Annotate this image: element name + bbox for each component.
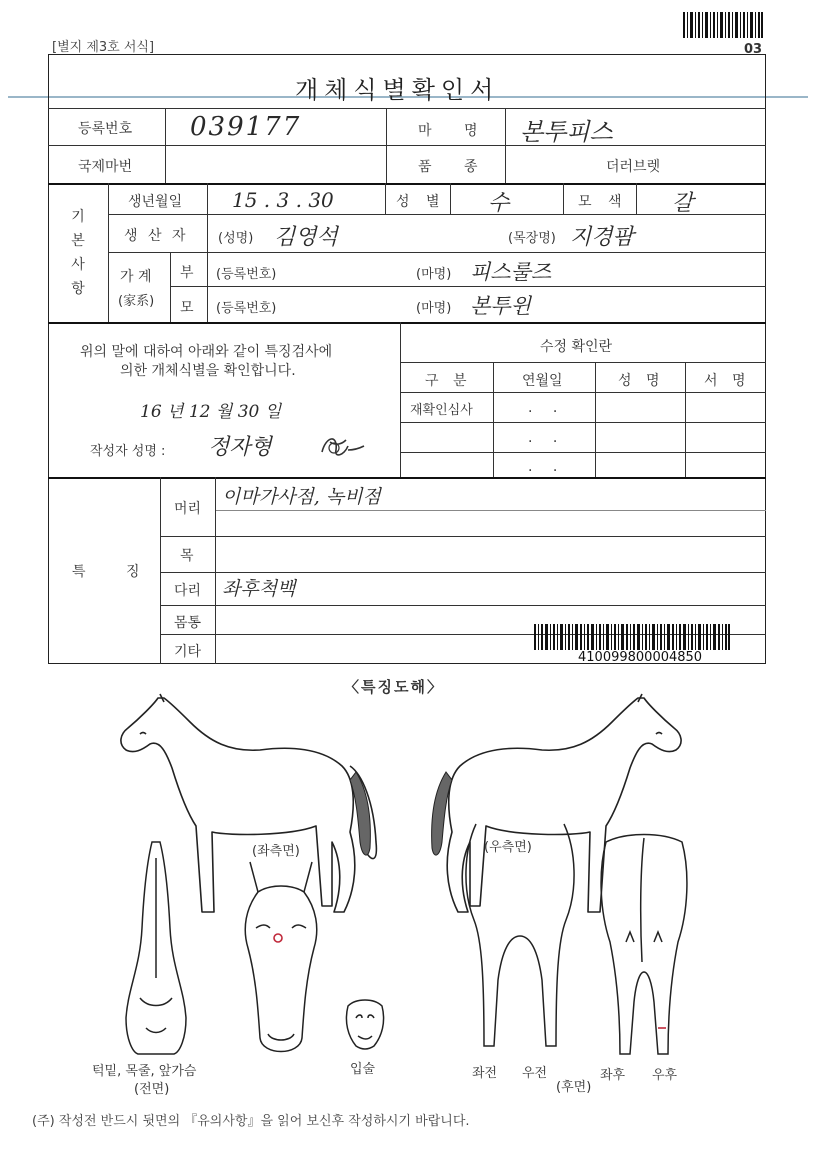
revision-row1-type: 재확인심사: [410, 403, 473, 418]
left-hind-label: 좌후: [600, 1068, 626, 1083]
col-line: [450, 183, 451, 214]
muzzle-label: 입술: [350, 1062, 376, 1077]
birth-label: 생년월일: [128, 194, 183, 210]
reg-no-value: 039177: [190, 112, 302, 142]
col-line: [636, 183, 637, 214]
horse-name-label: 마 명: [418, 123, 492, 139]
row-line: [48, 145, 766, 146]
revision-col-type: 구 분: [425, 373, 472, 389]
feature-head-value: 이마가사점, 녹비점: [222, 486, 381, 508]
footer-note: (주) 작성전 반드시 뒷면의 『유의사항』을 읽어 보신후 작성하시기 바랍니다.: [32, 1114, 470, 1129]
revision-title: 수정 확인란: [540, 339, 613, 355]
row-line: [48, 322, 766, 324]
horse-rear-drawing: [596, 832, 692, 1062]
col-line: [108, 183, 109, 322]
revision-date-dots: . .: [528, 459, 566, 475]
row-line: [48, 183, 766, 185]
feature-leg-value: 좌후척백: [222, 578, 296, 600]
statement-line1: 위의 말에 대하여 아래와 같이 특징검사에: [80, 344, 333, 360]
horse-front-chest-drawing: [118, 838, 194, 1058]
sire-reg-label: (등록번호): [216, 267, 277, 282]
col-line: [685, 362, 686, 477]
col-line: [215, 477, 216, 664]
breeder-name-label: (성명): [218, 231, 254, 246]
col-line: [165, 108, 166, 183]
sex-label: 성 별: [396, 194, 446, 210]
row-line: [160, 605, 766, 606]
feature-other-label: 기타: [174, 644, 202, 660]
row-line: [48, 477, 766, 479]
form-reference: [별지 제3호 서식]: [52, 40, 155, 55]
farm-value: 지경팜: [570, 225, 634, 250]
col-line: [400, 322, 401, 477]
row-line: [170, 286, 766, 287]
dam-label: 모: [180, 300, 194, 316]
col-line: [160, 477, 161, 664]
breed-label: 품 종: [418, 159, 492, 175]
row-line: [160, 572, 766, 573]
form-title: 개체식별확인서: [295, 76, 500, 104]
author-value: 정자형: [208, 435, 272, 460]
horse-front-legs-drawing: [456, 820, 586, 1060]
barcode-number: 410099800004850: [578, 650, 703, 665]
farm-label: (목장명): [508, 231, 556, 246]
feature-body-label: 몸통: [174, 615, 202, 631]
sire-name-label: (마명): [416, 267, 452, 282]
revision-date-dots: . .: [528, 400, 566, 416]
horse-name-value: 본투피스: [520, 118, 613, 146]
date-value: 16 년 12 월 30 일: [140, 402, 282, 422]
family-hanja: (家系): [118, 294, 155, 309]
left-side-label: (좌측면): [252, 844, 300, 859]
revision-col-sign: 서 명: [704, 373, 751, 389]
author-signature: [316, 428, 366, 462]
col-line: [385, 183, 386, 214]
col-line: [207, 183, 208, 322]
horse-muzzle-drawing: [340, 996, 390, 1052]
col-line: [386, 108, 387, 183]
dam-reg-label: (등록번호): [216, 301, 277, 316]
diagram-title: 〈특징도해〉: [344, 678, 444, 696]
col-line: [563, 183, 564, 214]
feature-head-label: 머리: [174, 501, 202, 517]
left-front-label: 좌전: [472, 1066, 498, 1081]
row-line: [160, 536, 766, 537]
reg-no-label: 등록번호: [78, 121, 133, 137]
coat-value: 갈: [672, 191, 694, 216]
breeder-label: 생 산 자: [124, 228, 189, 244]
sire-label: 부: [180, 265, 194, 281]
horse-head-front-drawing: [236, 858, 326, 1064]
sex-value: 수: [488, 191, 510, 216]
sire-name-value: 피스룰즈: [470, 260, 552, 284]
coat-label: 모 색: [578, 194, 628, 210]
author-label: 작성자 성명 :: [90, 444, 166, 459]
row-line: [400, 392, 766, 393]
front-caption: 턱밑, 목줄, 앞가슴: [92, 1064, 197, 1079]
row-line: [400, 422, 766, 423]
row-line: [48, 108, 766, 109]
intl-no-label: 국제마번: [78, 159, 133, 175]
row-line: [400, 362, 766, 363]
birth-value: 15 . 3 . 30: [232, 188, 334, 212]
statement-line2: 의한 개체식별을 확인합니다.: [120, 363, 296, 379]
dam-name-label: (마명): [416, 301, 452, 316]
feature-neck-label: 목: [180, 548, 194, 564]
col-line: [505, 108, 506, 183]
feature-barcode: [534, 624, 730, 650]
top-barcode: [683, 12, 763, 38]
right-side-label: (우측면): [484, 840, 532, 855]
col-line: [493, 362, 494, 477]
row-line: [400, 452, 766, 453]
breed-value: 더러브렛: [606, 159, 661, 175]
revision-col-date: 연월일: [522, 373, 563, 389]
family-label: 가 계: [120, 269, 152, 285]
right-front-label: 우전: [522, 1066, 548, 1081]
sub-line: [215, 510, 766, 511]
feature-leg-label: 다리: [174, 583, 202, 599]
breeder-name-value: 김영석: [274, 225, 338, 250]
rear-label: (후면): [556, 1080, 592, 1095]
col-line: [170, 252, 171, 322]
revision-col-name: 성 명: [618, 373, 665, 389]
features-section-label: 특 징: [72, 564, 158, 580]
dam-name-value: 본투윈: [470, 294, 531, 318]
page-code: 03: [744, 42, 763, 57]
front-label: (전면): [134, 1082, 170, 1097]
revision-date-dots: . .: [528, 430, 566, 446]
basic-section-label: 기 본 사 항: [71, 209, 85, 297]
right-hind-label: 우후: [652, 1068, 678, 1083]
col-line: [595, 362, 596, 477]
